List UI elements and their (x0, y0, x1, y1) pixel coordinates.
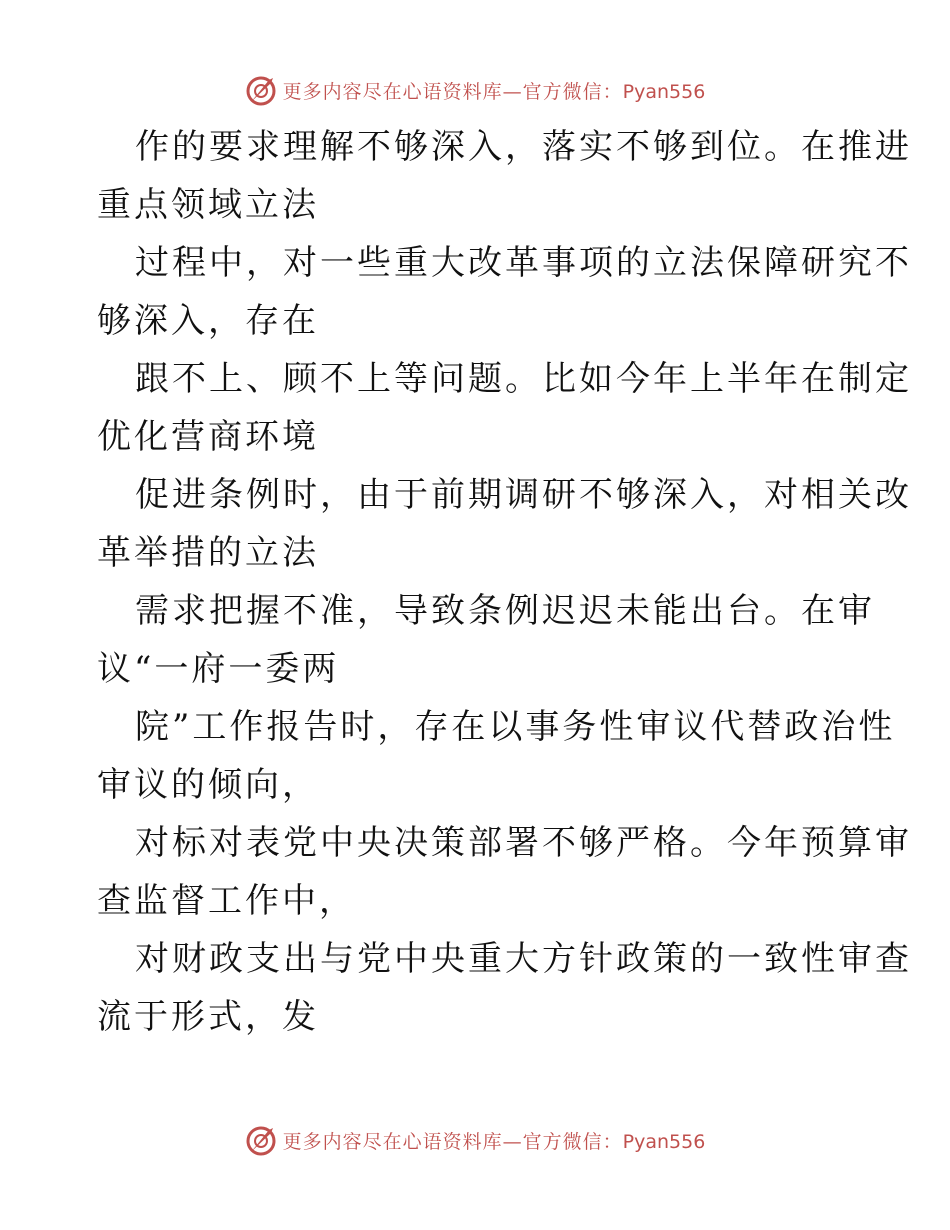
paragraph-line: 审议的倾向， (97, 765, 319, 805)
header-wechat-id: Pyan556 (622, 80, 706, 103)
paragraph-line: 流于形式，发 (97, 997, 319, 1037)
paragraph (97, 234, 912, 350)
paragraph-line: 需求把握不准，导致条例迟迟未能出台。在审 (135, 591, 875, 631)
paragraph-line: 作的要求理解不够深入，落实不够到位。在推进 (135, 127, 912, 167)
paragraph-line: 议“一府一委两 (97, 649, 340, 689)
paragraph-line: 过程中，对一些重大改革事项的立法保障研究不 (135, 243, 912, 283)
paragraph-line: 革举措的立法 (97, 533, 319, 573)
document-body (97, 118, 912, 1046)
footer-text: 更多内容尽在心语资料库—官方微信：Pyan556 (282, 1130, 706, 1153)
header-text: 更多内容尽在心语资料库—官方微信：Pyan556 (282, 80, 706, 103)
paragraph (97, 930, 912, 1046)
paragraph (97, 698, 896, 814)
paragraph (97, 350, 912, 466)
paragraph-line: 优化营商环境 (97, 417, 319, 457)
paragraph-line: 促进条例时，由于前期调研不够深入，对相关改 (135, 475, 912, 515)
paragraph (97, 814, 912, 930)
paragraph-line: 对标对表党中央决策部署不够严格。今年预算审 (135, 823, 912, 863)
paragraph-line: 够深入，存在 (97, 301, 319, 341)
paragraph-line: 跟不上、顾不上等问题。比如今年上半年在制定 (135, 359, 912, 399)
paragraph-line: 查监督工作中， (97, 881, 356, 921)
paragraph (97, 582, 875, 698)
paragraph (97, 118, 912, 234)
paragraph-line: 重点领域立法 (97, 185, 319, 225)
paragraph (97, 466, 912, 582)
quill-logo-icon (245, 1124, 277, 1156)
header-banner (0, 70, 950, 110)
paragraph-line: 院”工作报告时，存在以事务性审议代替政治性 (135, 707, 896, 747)
footer-wechat-id: Pyan556 (622, 1130, 706, 1153)
footer-banner (0, 1120, 950, 1160)
quill-logo-icon (245, 74, 277, 106)
paragraph-line: 对财政支出与党中央重大方针政策的一致性审查 (135, 939, 912, 979)
